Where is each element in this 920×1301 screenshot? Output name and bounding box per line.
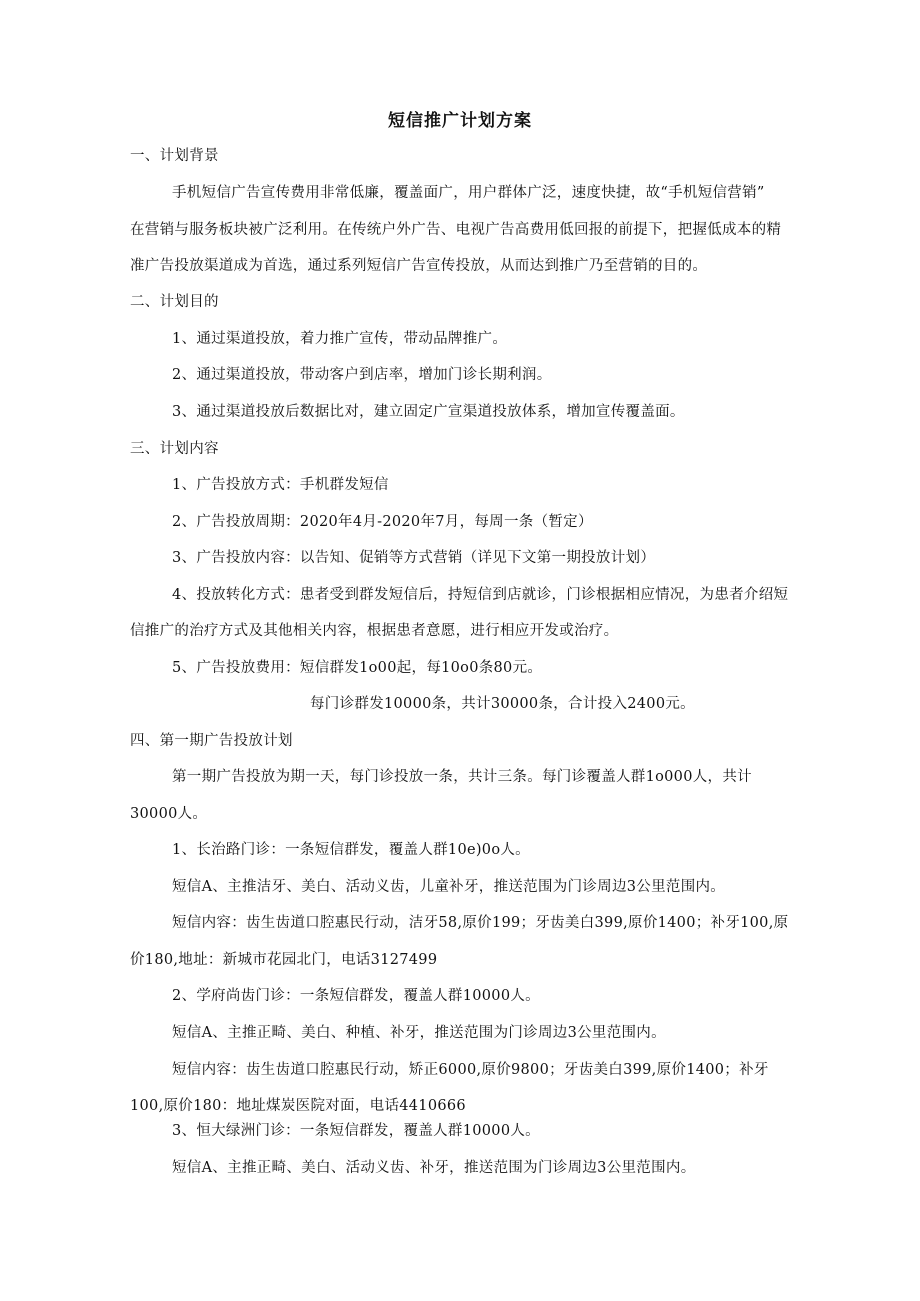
sms-description: 短信A、主推正畸、美白、种植、补牙，推送范围为门诊周边3公里范围内。 (172, 1025, 666, 1041)
section-heading-background: 一、计划背景 (130, 148, 219, 164)
list-item: 1、通过渠道投放，着力推广宣传，带动品牌推广。 (172, 331, 508, 347)
list-item: 2、通过渠道投放，带动客户到店率，增加门诊长期利润。 (172, 367, 552, 383)
clinic-item: 2、学府尚齿门诊：一条短信群发，覆盖人群10000人。 (172, 988, 540, 1004)
paragraph-line: 手机短信广告宣传费用非常低廉，覆盖面广，用户群体广泛，速度快捷，故“手机短信营销” (172, 185, 765, 201)
list-item-continuation: 信推广的治疗方式及其他相关内容，根据患者意愿，进行相应开发或治疗。 (130, 623, 619, 639)
list-item: 4、投放转化方式：患者受到群发短信后，持短信到店就诊，门诊根据相应情况，为患者介绍短 (172, 587, 789, 603)
sms-content-continuation: 100,原价180：地址煤炭医院对面，电话4410666 (130, 1098, 466, 1114)
sms-content: 短信内容：齿生齿道口腔惠民行动，洁牙58,原价199；牙齿美白399,原价1400；补牙100,原 (172, 915, 789, 931)
clinic-item: 3、恒大绿洲门诊：一条短信群发，覆盖人群10000人。 (172, 1123, 540, 1139)
paragraph-line: 30000人。 (130, 806, 208, 822)
section-heading-phase-one: 四、第一期广告投放计划 (130, 733, 293, 749)
clinic-item: 1、长治路门诊：一条短信群发，覆盖人群10e)0o人。 (172, 842, 530, 858)
paragraph-line: 第一期广告投放为期一天，每门诊投放一条，共计三条。每门诊覆盖人群1o000人，共计 (172, 769, 752, 785)
list-item: 1、广告投放方式：手机群发短信 (172, 477, 389, 493)
document-title: 短信推广计划方案 (388, 111, 532, 131)
section-heading-content: 三、计划内容 (130, 441, 219, 457)
paragraph-line: 在营销与服务板块被广泛利用。在传统户外广告、电视广告高费用低回报的前提下，把握低成本的精 (130, 222, 782, 238)
sms-content-continuation: 价180,地址：新城市花园北门，电话3127499 (130, 952, 438, 968)
list-item-continuation: 每门诊群发10000条，共计30000条，合计投入2400元。 (310, 696, 695, 712)
section-heading-goals: 二、计划目的 (130, 294, 219, 310)
sms-description: 短信A、主推洁牙、美白、活动义齿，儿童补牙，推送范围为门诊周边3公里范围内。 (172, 879, 726, 895)
sms-description: 短信A、主推正畸、美白、活动义齿、补牙，推送范围为门诊周边3公里范围内。 (172, 1160, 696, 1176)
list-item: 3、通过渠道投放后数据比对，建立固定广宣渠道投放体系，增加宣传覆盖面。 (172, 404, 685, 420)
list-item: 3、广告投放内容：以告知、促销等方式营销（详见下文第一期投放计划） (172, 550, 656, 566)
paragraph-line: 准广告投放渠道成为首选，通过系列短信广告宣传投放，从而达到推广乃至营销的目的。 (130, 258, 708, 274)
sms-content: 短信内容：齿生齿道口腔惠民行动，矫正6000,原价9800；牙齿美白399,原价1400；补牙 (172, 1062, 769, 1078)
list-item: 2、广告投放周期：2020年4月-2020年7月，每周一条（暂定） (172, 514, 593, 530)
list-item: 5、广告投放费用：短信群发1o00起，每10o0条80元。 (172, 660, 543, 676)
